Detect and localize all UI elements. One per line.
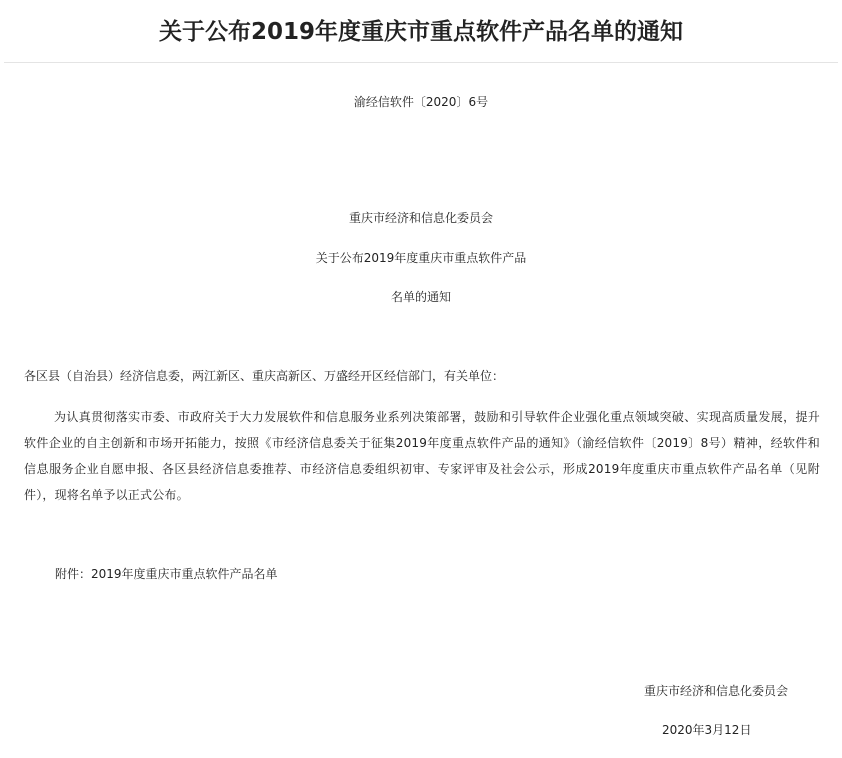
issuer-name: 重庆市经济和信息化委员会 — [348, 211, 493, 225]
body-paragraph: 为认真贯彻落实市委、市政府关于大力发展软件和信息服务业系列决策部署，鼓励和引导软件企业强化重点领域突破、实现高质量发展，提升软件企业的自主创新和市场开拓能力，按照《市经济信息委关于征集2019年度重点软件产品的通知》（渝经信软件〔2019〕8号）精神，经软件和信息服务企业自愿申报、各区县经济信息委推荐、市经济信息委组织初审、专家评审及社会公示，形成2019年度重庆市重点软件产品名单（见附件），现将名单予以正式公布。 — [24, 410, 820, 502]
document-number: 渝经信软件〔2020〕6号 — [353, 95, 489, 109]
attachment-line: 附件：2019年度重庆市重点软件产品名单 — [55, 567, 278, 581]
addressee-line: 各区县（自治县）经济信息委，两江新区、重庆高新区、万盛经开区经信部门，有关单位： — [24, 369, 505, 383]
signature-date: 2020年3月12日 — [662, 723, 752, 737]
notice-heading-line-2: 名单的通知 — [390, 290, 451, 304]
page-title: 关于公布2019年度重庆市重点软件产品名单的通知 — [158, 19, 683, 45]
notice-heading-line-1: 关于公布2019年度重庆市重点软件产品 — [315, 251, 527, 265]
title-divider — [4, 62, 838, 63]
signature-organization: 重庆市经济和信息化委员会 — [644, 684, 789, 698]
